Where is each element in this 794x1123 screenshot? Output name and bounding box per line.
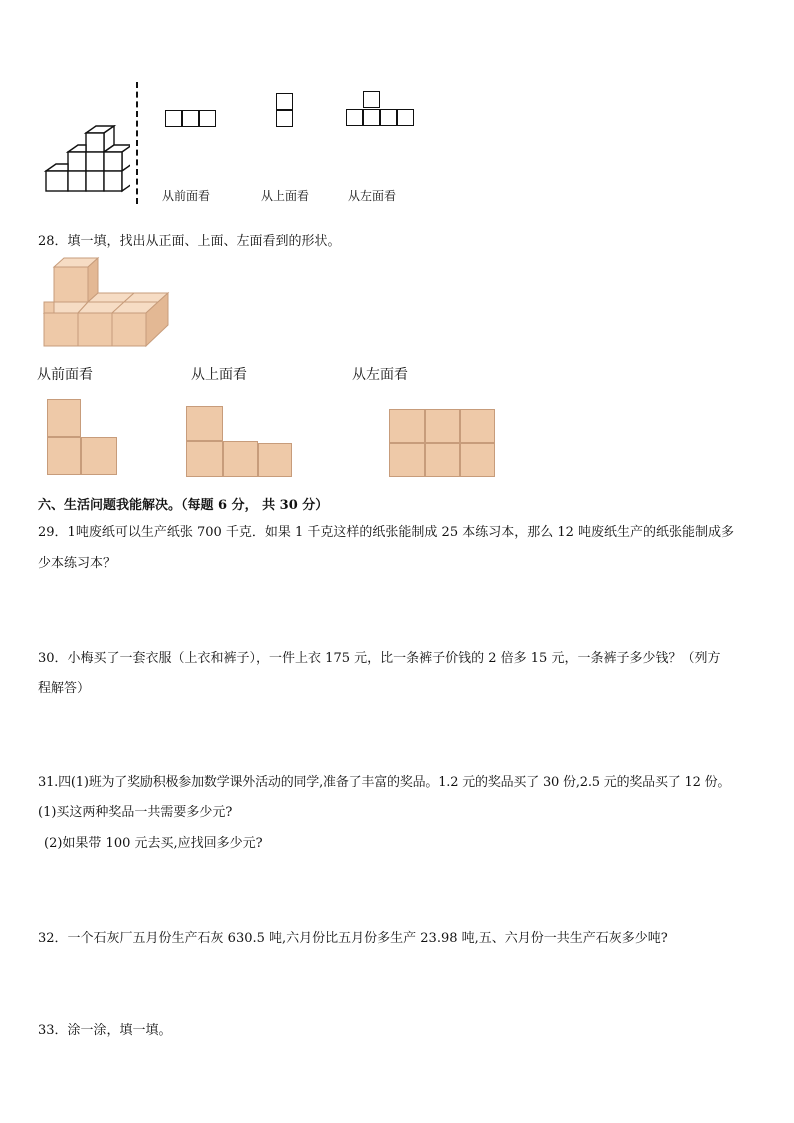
q27-left-view-shape [346,91,418,131]
q31-line-2: (1)买这两种奖品一共需要多少元? [38,805,233,820]
q29-line-2: 少本练习本？ [38,556,117,571]
q33-line-1: 33．涂一涂，填一填。 [38,1023,172,1038]
q30-line-1: 30．小梅买了一套衣服（上衣和裤子），一件上衣 175 元，比一条裤子价钱的 2 倍多 15 元，一条裤子多少钱？（列方 [38,651,721,666]
q28-label-front: 从前面看 [37,367,93,383]
q32-line-1: 32．一个石灰厂五月份生产石灰 630.5 吨,六月份比五月份多生产 23.98 吨,五、六月份一共生产石灰多少吨? [38,931,668,946]
q27-label-top: 从上面看 [261,189,310,203]
q31-line-1: 31.四(1)班为了奖励积极参加数学课外活动的同学,准备了丰富的奖品。1.2 元的奖品买了 30 份,2.5 元的奖品买了 12 份。 [38,775,731,790]
q28-label-left: 从左面看 [352,367,408,383]
q28-cube-figure [40,255,172,350]
q27-front-view-shape [165,110,221,130]
q28-front-view-shape [47,399,119,477]
q28-label-top: 从上面看 [191,367,247,383]
q27-cube-stack [40,125,130,195]
q30-line-2: 程解答） [38,681,91,696]
section-heading: 六、生活问题我能解决。（每题 6 分， 共 30 分） [38,498,329,513]
q27-label-left: 从左面看 [348,189,397,203]
divider-dashed-line [136,82,138,204]
q27-figure [40,80,420,210]
q28-left-view-shape [389,409,497,479]
q29-line-1: 29．1吨废纸可以生产纸张 700 千克．如果 1 千克这样的纸张能制成 25 本练习本，那么 12 吨废纸生产的纸张能制成多 [38,525,735,540]
q27-top-view-shape [276,93,296,131]
q28-top-view-shape [186,406,294,478]
q31-line-3: (2)如果带 100 元去买,应找回多少元? [44,836,263,851]
q28-question: 28．填一填，找出从正面、上面、左面看到的形状。 [38,234,341,249]
q27-label-front: 从前面看 [162,189,211,203]
